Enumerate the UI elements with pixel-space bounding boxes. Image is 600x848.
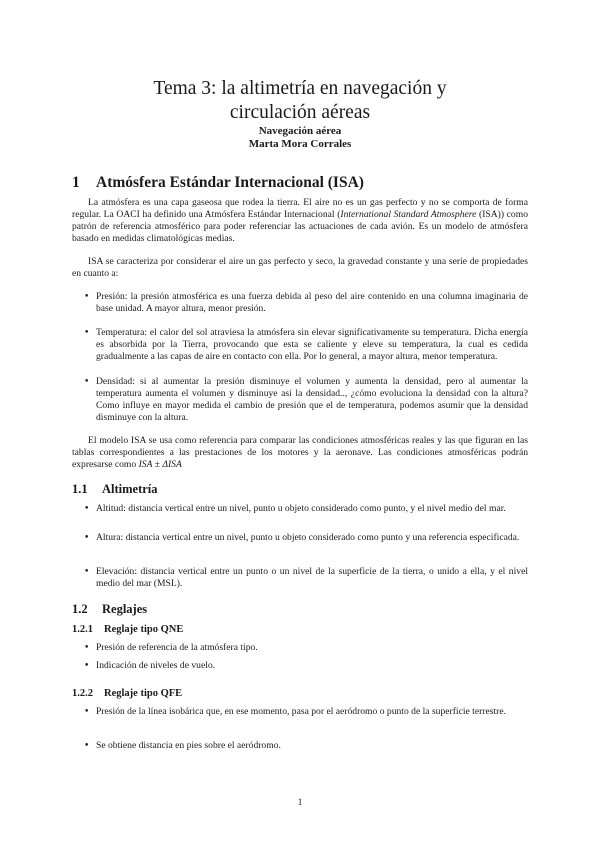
intro-paragraph-2: ISA se caracteriza por considerar el aire un gas perfecto y seco, la gravedad constante y una serie de propiedades en cuanto a: xyxy=(72,256,528,279)
bullet-icon: • xyxy=(84,707,90,717)
document-title xyxy=(60,77,540,125)
section-1-title: Atmósfera Estándar Internacional (ISA) xyxy=(96,174,364,191)
bullet-icon: • xyxy=(84,661,90,671)
section-1-heading xyxy=(72,174,364,192)
isa-formula: ISA ± ΔISA xyxy=(138,459,182,470)
qne-item-2: Indicación de niveles de vuelo. xyxy=(96,660,216,671)
section-1-number: 1 xyxy=(72,174,80,191)
bullet-icon: • xyxy=(84,567,90,577)
bullet-icon: • xyxy=(84,741,90,751)
property-item-densidad: Densidad: si al aumentar la presión disminuye el volumen y aumenta la densidad, pero al aumentar la temperatura aumenta el volumen y disminuye así la densidad.., ¿cómo evoluciona la densidad con la altura? Como influye en mayor medida el cambio de presión que el de temperatura, podemos asumir que la densidad disminuye con la altura. xyxy=(96,376,528,423)
section-1-2-1-number: 1.2.1 xyxy=(72,624,93,635)
bullet-icon: • xyxy=(84,292,90,302)
bullet-icon: • xyxy=(84,533,90,543)
altimetria-item-altitud: Altitud: distancia vertical entre un nivel, punto u objeto considerado como punto, y el nivel medio del mar. xyxy=(96,503,506,514)
bullet-icon: • xyxy=(84,328,90,338)
document-subtitle: Navegación aérea xyxy=(258,125,342,137)
title-line-2: circulación aéreas xyxy=(229,102,371,123)
section-1-2-heading xyxy=(72,602,147,617)
section-1-2-2-title: Reglaje tipo QFE xyxy=(104,688,183,699)
bullet-icon: • xyxy=(84,643,90,653)
property-item-presion: Presión: la presión atmosférica es una fuerza debida al peso del aire contenido en una columna imaginaria de base unidad. A mayor altura, menor presión. xyxy=(96,291,528,314)
altimetria-item-altura: Altura: distancia vertical entre un nivel, punto u objeto considerado como punto y una referencia especificada. xyxy=(96,532,520,543)
title-line-1: Tema 3: la altimetría en navegación y xyxy=(153,78,447,99)
bullet-icon: • xyxy=(84,504,90,514)
qfe-item-1: Presión de la línea isobárica que, en ese momento, pasa por el aeródromo o punto de la superficie terrestre. xyxy=(96,706,506,717)
section-1-2-title: Reglajes xyxy=(102,602,148,616)
intro-paragraph-1 xyxy=(72,197,528,245)
section-1-2-2-number: 1.2.2 xyxy=(72,688,93,699)
section-1-1-title: Altimetría xyxy=(102,482,158,496)
section-1-1-number: 1.1 xyxy=(72,482,88,496)
section-1-2-2-heading xyxy=(72,688,182,699)
intro-p3-text: El modelo ISA se usa como referencia para comparar las condiciones atmosféricas reales y las que figuran en las tablas correspondientes a las prestaciones de los motores y la aeronave. Las condiciones atmosféricas podrán expresarse como xyxy=(72,435,528,470)
page-number: 1 xyxy=(297,797,303,808)
intro-p1-text-b: (ISA)) como patrón de referencia atmosférico para poder referenciar las actuaciones de cada avión. Es un modelo de atmósfera basado en medidas climatológicas medias. xyxy=(72,209,528,244)
section-1-1-heading xyxy=(72,482,158,497)
property-item-temperatura: Temperatura: el calor del sol atraviesa la atmósfera sin elevar significativamente su temperatura. Dicha energía es absorbida por la Tierra, provocando que esta se caliente y eleve su temperatura, la cual es cedida gradualmente a las capas de aire en contacto con ella. Por lo general, a mayor altura, menor temperatura. xyxy=(96,327,528,362)
qne-item-1: Presión de referencia de la atmósfera tipo. xyxy=(96,642,258,653)
intro-p1-text-a: La atmósfera es una capa gaseosa que rodea la tierra. El aire no es un gas perfecto y no se comporta de forma regular. La OACI ha definido una Atmósfera Estándar Internacional ( xyxy=(72,197,528,220)
section-1-2-1-title: Reglaje tipo QNE xyxy=(104,624,184,635)
intro-paragraph-3 xyxy=(72,435,528,471)
document-author: Marta Mora Corrales xyxy=(248,138,352,150)
section-1-2-1-heading xyxy=(72,624,183,635)
bullet-icon: • xyxy=(84,377,90,387)
section-1-2-number: 1.2 xyxy=(72,602,88,616)
intro-p1-italic: International Standard Atmosphere xyxy=(340,209,477,220)
altimetria-item-elevacion: Elevación: distancia vertical entre un punto o un nivel de la superficie de la tierra, o unido a ella, y el nivel medio del mar (MSL). xyxy=(96,566,528,589)
qfe-item-2: Se obtiene distancia en pies sobre el aeródromo. xyxy=(96,740,281,751)
